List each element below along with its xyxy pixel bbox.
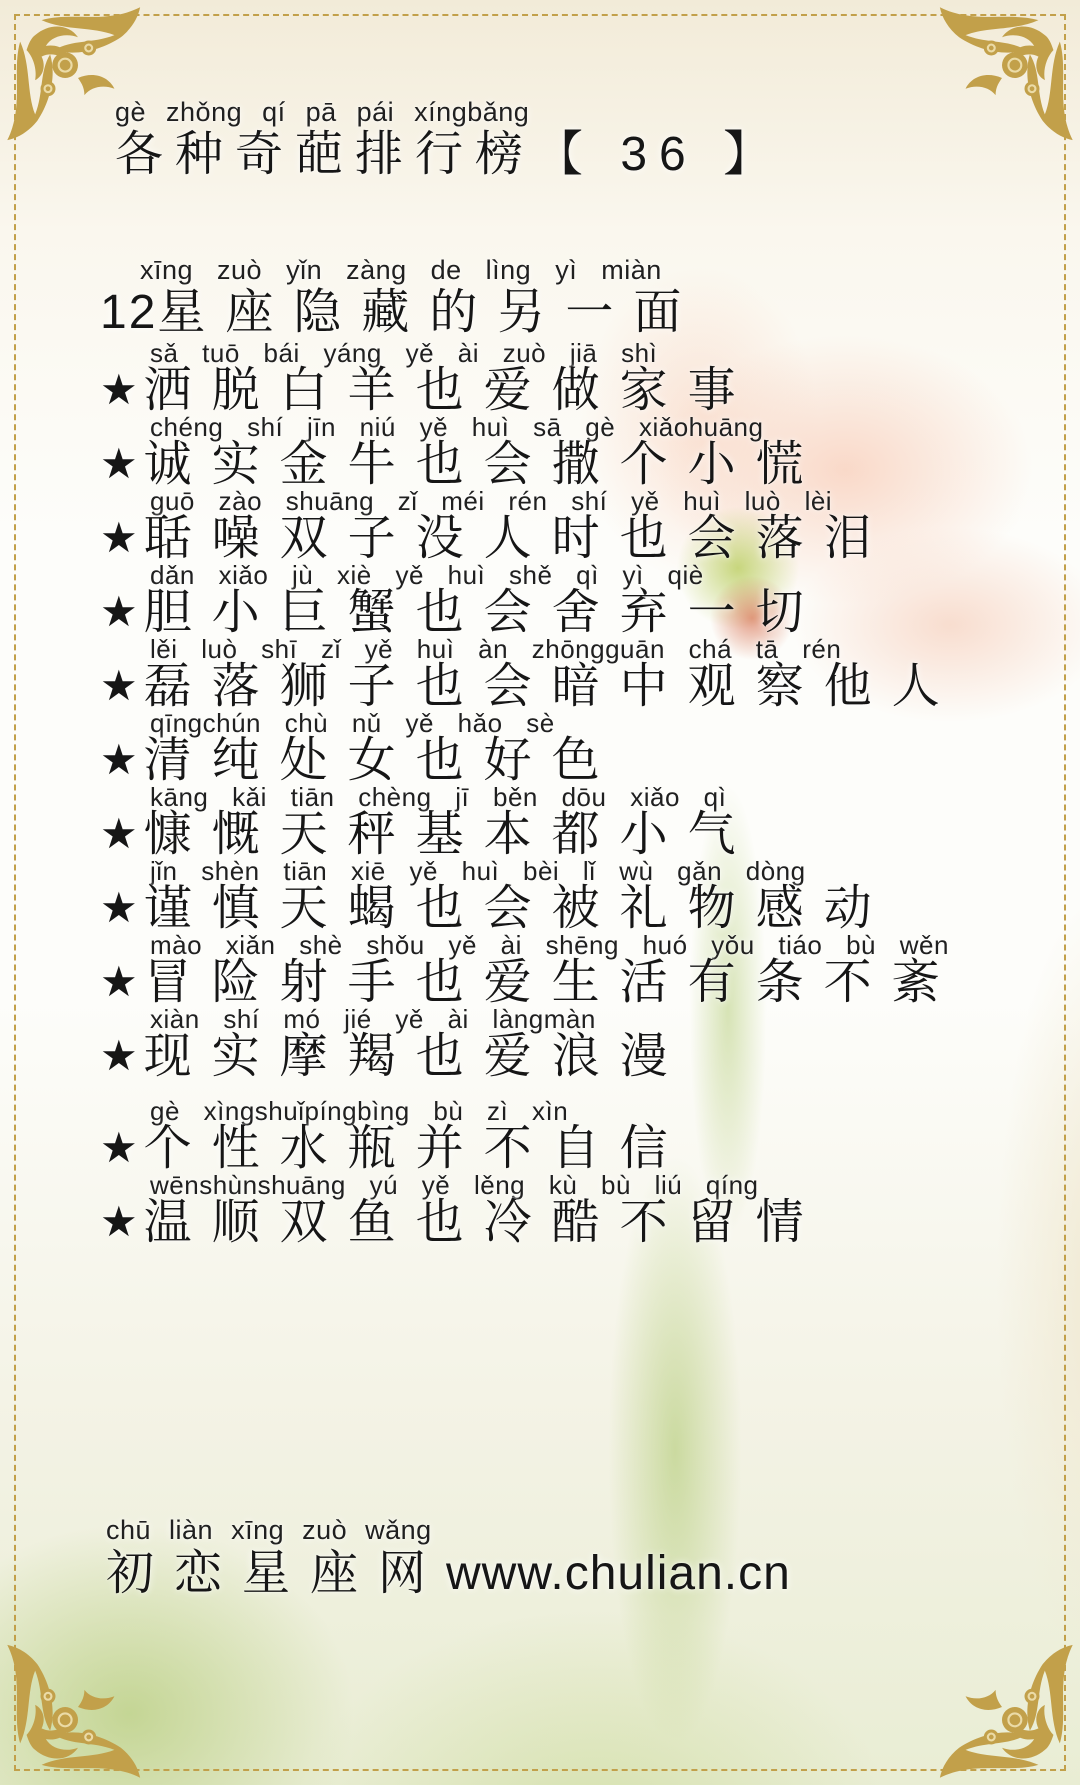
- zodiac-list: [100, 338, 1040, 1249]
- item-text-line: [100, 956, 1040, 1009]
- item-text: 清纯处女也好色: [143, 734, 620, 787]
- item-text: 洒脱白羊也爱做家事: [143, 364, 756, 417]
- star-icon: ★: [100, 958, 138, 1005]
- item-text: 现实摩羯也爱浪漫: [143, 1030, 688, 1083]
- item-pinyin: xiàn shí mó jié yě ài làngmàn: [150, 1004, 596, 1034]
- poster-content: [100, 95, 1040, 1601]
- item-text: 慷慨天秤基本都小气: [143, 808, 756, 861]
- item-pinyin: dǎn xiǎo jù xiè yě huì shě qì yì qiè: [150, 560, 704, 590]
- subtitle-block: [100, 253, 1040, 339]
- title-block: [100, 95, 1040, 181]
- star-icon: ★: [100, 440, 138, 487]
- item-text: 冒险射手也爱生活有条不紊: [143, 956, 960, 1009]
- item-pinyin: jǐn shèn tiān xiē yě huì bèi lǐ wù gǎn dòng: [150, 856, 806, 886]
- list-item: [100, 560, 1040, 639]
- item-text-line: [100, 1196, 1040, 1249]
- list-item: [100, 412, 1040, 491]
- item-pinyin: wēnshùnshuāng yú yě lěng kù bù liú qíng: [150, 1170, 759, 1200]
- footer-pinyin: chū liàn xīng zuò wǎng: [106, 1515, 432, 1545]
- item-text: 温顺双鱼也冷酷不留情: [143, 1196, 824, 1249]
- item-pinyin: lěi luò shī zǐ yě huì àn zhōngguān chá tā rén: [150, 634, 842, 664]
- star-icon: ★: [100, 1198, 138, 1245]
- page-subtitle: [100, 287, 1040, 339]
- list-item: [100, 856, 1040, 935]
- title-pinyin: gè zhǒng qí pā pái xíngbǎng: [115, 97, 530, 127]
- list-item: [100, 930, 1040, 1009]
- item-text-line: [100, 882, 1040, 935]
- footer-site-line: [106, 1547, 1040, 1601]
- item-text-line: [100, 1030, 1040, 1083]
- star-icon: ★: [100, 810, 138, 857]
- item-text-line: [100, 586, 1040, 639]
- subtitle-pinyin: xīng zuò yǐn zàng de lìng yì miàn: [140, 255, 662, 285]
- item-text-line: [100, 734, 1040, 787]
- item-text-line: [100, 808, 1040, 861]
- page-title: 各种奇葩排行榜【 36 】: [115, 128, 784, 181]
- list-item: [100, 1170, 1040, 1249]
- star-icon: ★: [100, 736, 138, 783]
- item-pinyin: qīngchún chù nǔ yě hǎo sè: [150, 708, 555, 738]
- item-pinyin: guō zào shuāng zǐ méi rén shí yě huì luò lèi: [150, 486, 833, 516]
- subtitle-text: 星座隐藏的另一面: [157, 286, 702, 339]
- item-text: 个性水瓶并不自信: [143, 1122, 688, 1175]
- item-pinyin: sǎ tuō bái yáng yě ài zuò jiā shì: [150, 338, 658, 368]
- star-icon: ★: [100, 884, 138, 931]
- star-icon: ★: [100, 1032, 138, 1079]
- star-icon: ★: [100, 1124, 138, 1171]
- list-item: [100, 1096, 1040, 1175]
- item-pinyin: mào xiǎn shè shǒu yě ài shēng huó yǒu tiáo bù wěn: [150, 930, 949, 960]
- star-icon: ★: [100, 662, 138, 709]
- item-pinyin: gè xìngshuǐpíngbìng bù zì xìn: [150, 1096, 569, 1126]
- item-text: 胆小巨蟹也会舍弃一切: [143, 586, 824, 639]
- item-text-line: [100, 660, 1040, 713]
- list-item: [100, 708, 1040, 787]
- item-text: 聒噪双子没人时也会落泪: [143, 512, 892, 565]
- item-pinyin: chéng shí jīn niú yě huì sā gè xiǎohuāng: [150, 412, 764, 442]
- list-item: [100, 338, 1040, 417]
- item-text: 磊落狮子也会暗中观察他人: [143, 660, 960, 713]
- corner-flourish-icon: [3, 1632, 153, 1782]
- item-pinyin: kāng kǎi tiān chèng jī běn dōu xiǎo qì: [150, 782, 727, 812]
- corner-flourish-icon: [927, 1632, 1077, 1782]
- star-icon: ★: [100, 588, 138, 635]
- item-text-line: [100, 438, 1040, 491]
- item-text-line: [100, 364, 1040, 417]
- star-icon: ★: [100, 514, 138, 561]
- item-text-line: [100, 512, 1040, 565]
- footer-block: [100, 1513, 1040, 1601]
- list-item: [100, 486, 1040, 565]
- site-url: www.chulian.cn: [446, 1547, 791, 1600]
- list-item: [100, 634, 1040, 713]
- list-item: [100, 1004, 1040, 1083]
- item-text: 谨慎天蝎也会被礼物感动: [143, 882, 892, 935]
- subtitle-number: 12: [100, 286, 158, 339]
- list-item: [100, 782, 1040, 861]
- site-name: 初恋星座网: [106, 1547, 447, 1600]
- star-icon: ★: [100, 366, 138, 413]
- item-text-line: [100, 1122, 1040, 1175]
- item-text: 诚实金牛也会撒个小慌: [143, 438, 824, 491]
